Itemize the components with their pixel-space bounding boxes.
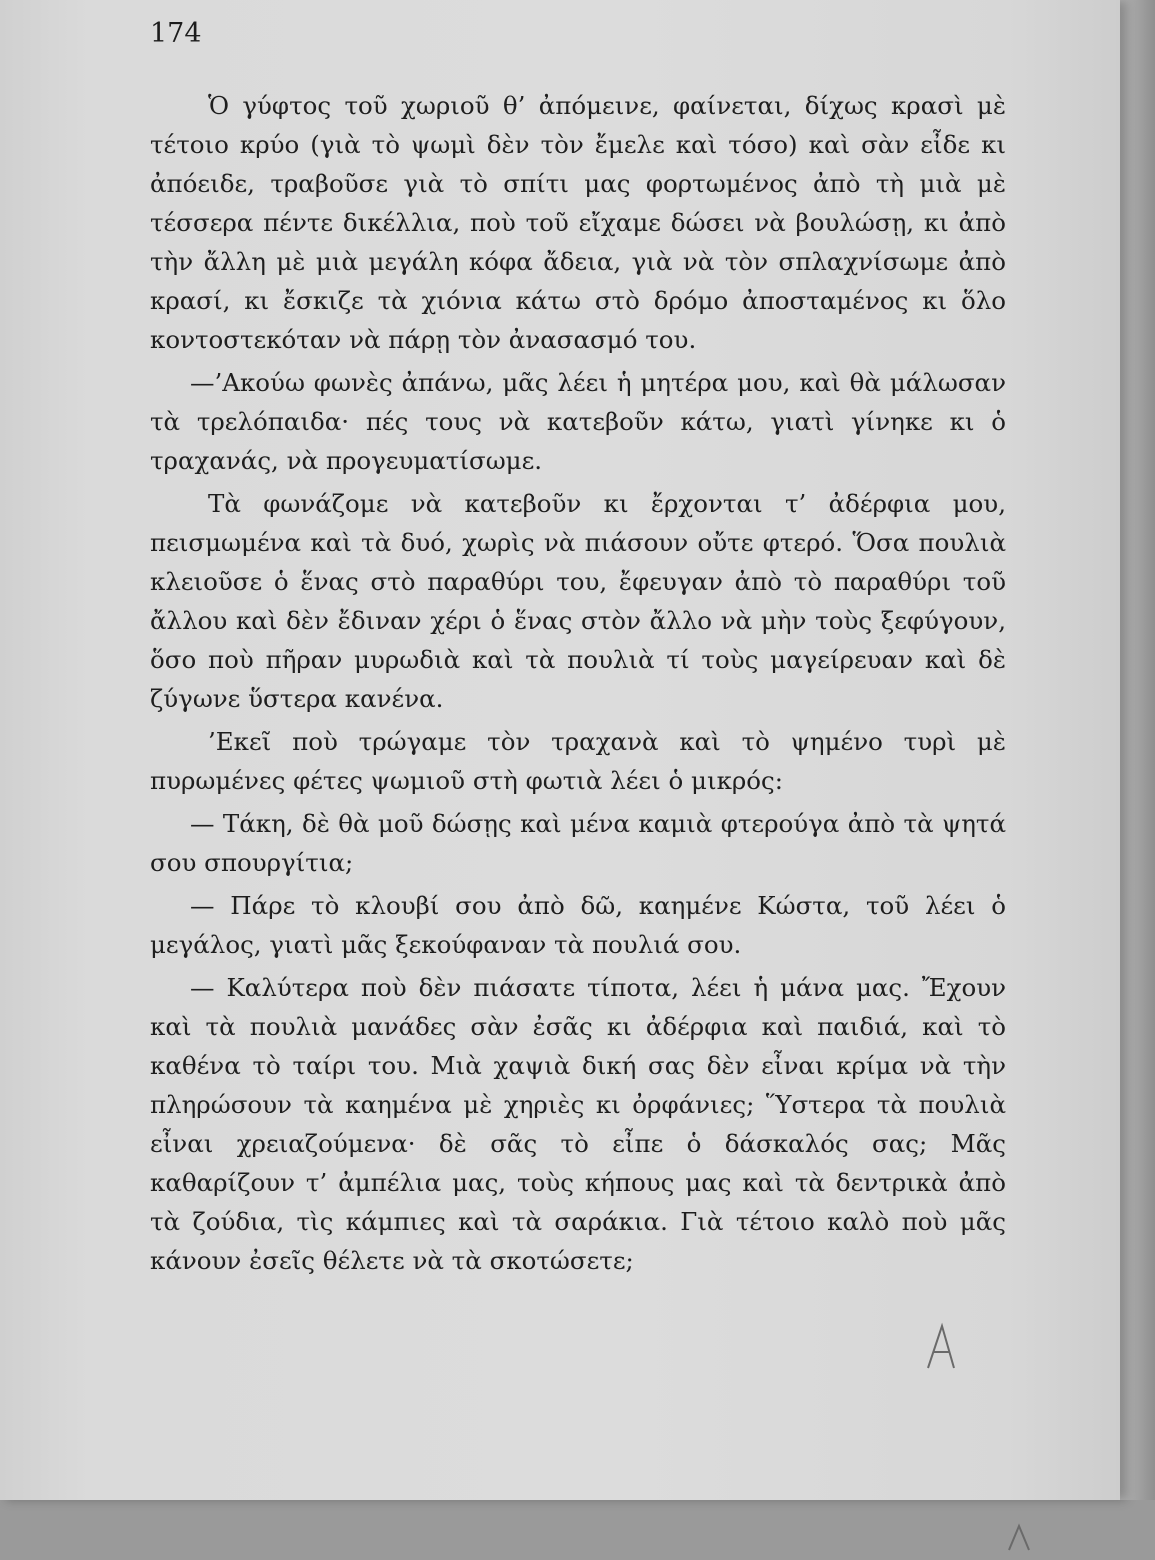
paragraph-2: —’Ακούω φωνὲς ἀπάνω, μᾶς λέει ἡ μητέρα μου, καὶ θὰ μάλωσαν τὰ τρελόπαιδα· πές τους νὰ κατεβοῦν κάτω, γιατὶ γίνηκε κι ὁ τραχανάς, νὰ προγευματίσωμε.: [150, 368, 1006, 475]
pencil-margin-mark-icon: [1005, 1520, 1045, 1560]
paragraph-5: — Τάκη, δὲ θὰ μοῦ δώσῃς καὶ μένα καμιὰ φτερούγα ἀπὸ τὰ ψητά σου σπουργίτια;: [150, 809, 1006, 877]
body-text: [150, 86, 1006, 1284]
paragraph-4: ’Εκεῖ ποὺ τρώγαμε τὸν τραχανὰ καὶ τὸ ψημένο τυρὶ μὲ πυρωμένες φέτες ψωμιοῦ στὴ φωτιὰ λέει ὁ μικρός:: [150, 727, 1006, 795]
paragraph-7: — Καλύτερα ποὺ δὲν πιάσατε τίποτα, λέει ἡ μάνα μας. Ἔχουν καὶ τὰ πουλιὰ μανάδες σὰν ἐσᾶς κι ἀδέρφια καὶ παιδιά, καὶ τὸ καθένα τὸ ταίρι του. Μιὰ χαψιὰ δική σας δὲν εἶναι κρίμα νὰ τὴν πληρώσουν τὰ καημένα μὲ χηριὲς κι ὀρφάνιες; Ὕστερα τὰ πουλιὰ εἶναι χρειαζούμενα· δὲ σᾶς τὸ εἶπε ὁ δάσκαλός σας; Μᾶς καθαρίζουν τ’ ἀμπέλια μας, τοὺς κήπους μας καὶ τὰ δεντρικὰ ἀπὸ τὰ ζούδια, τὶς κάμπιες καὶ τὰ σαράκια. Γιὰ τέτοιο καλὸ ποὺ μᾶς κάνουν ἐσεῖς θέλετε νὰ τὰ σκοτώσετε;: [150, 973, 1006, 1275]
paragraph-1: Ὁ γύφτος τοῦ χωριοῦ θ’ ἀπόμεινε, φαίνεται, δίχως κρασὶ μὲ τέτοιο κρύο (γιὰ τὸ ψωμὶ δὲν τὸν ἔμελε καὶ τόσο) καὶ σὰν εἶδε κι ἀπόειδε, τραβοῦσε γιὰ τὸ σπίτι μας φορτωμένος ἀπὸ τὴ μιὰ μὲ τέσσερα πέντε δικέλλια, ποὺ τοῦ εἴχαμε δώσει νὰ βουλώσῃ, κι ἀπὸ τὴν ἄλλη μὲ μιὰ μεγάλη κόφα ἄδεια, γιὰ νὰ τὸν σπλαχνίσωμε ἀπὸ κρασί, κι ἔσκιζε τὰ χιόνια κάτω στὸ δρόμο ἀποσταμένος κι ὅλο κοντοστεκόταν νὰ πάρῃ τὸν ἀνασασμό του.: [150, 91, 1006, 354]
pencil-annotation-icon: [920, 1318, 980, 1378]
paragraph-3: Τὰ φωνάζομε νὰ κατεβοῦν κι ἔρχονται τ’ ἀδέρφια μου, πεισμωμένα καὶ τὰ δυό, χωρὶς νὰ πιάσουν οὔτε φτερό. Ὅσα πουλιὰ κλειοῦσε ὁ ἕνας στὸ παραθύρι του, ἔφευγαν ἀπὸ τὸ παραθύρι τοῦ ἄλλου καὶ δὲν ἔδιναν χέρι ὁ ἕνας στὸν ἄλλο νὰ μὴν τοὺς ξεφύγουν, ὅσο ποὺ πῆραν μυρωδιὰ καὶ τὰ πουλιὰ τί τοὺς μαγείρευαν καὶ δὲ ζύγωνε ὕστερα κανένα.: [150, 489, 1006, 713]
paragraph-6: — Πάρε τὸ κλουβί σου ἀπὸ δῶ, καημένε Κώστα, τοῦ λέει ὁ μεγάλος, γιατὶ μᾶς ξεκούφαναν τὰ πουλιά σου.: [150, 891, 1006, 959]
page-number: 174: [150, 18, 202, 49]
